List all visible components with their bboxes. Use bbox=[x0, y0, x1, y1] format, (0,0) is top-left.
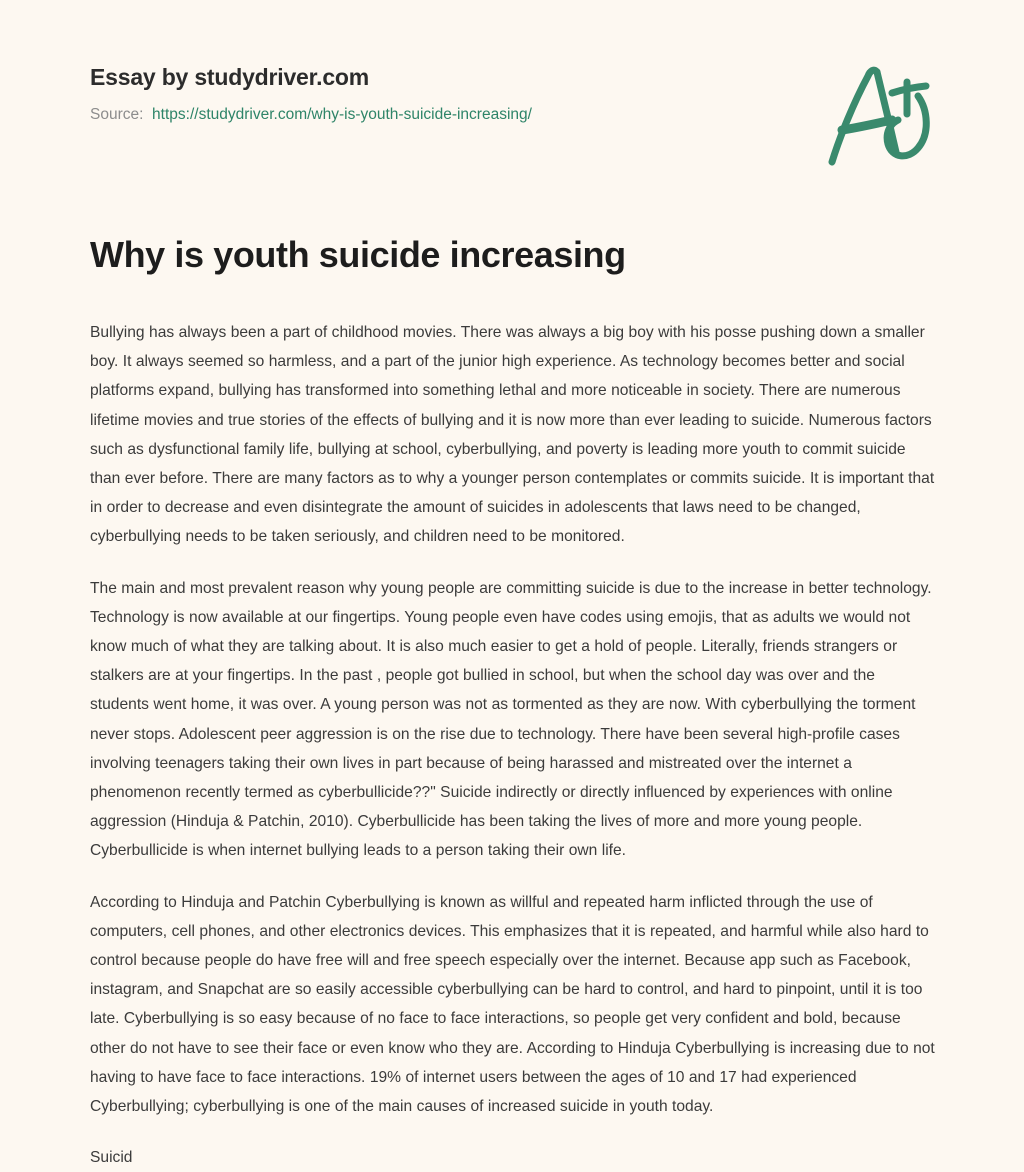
source-label: Source: bbox=[90, 106, 144, 123]
page-title: Why is youth suicide increasing bbox=[90, 234, 626, 275]
source-url-link[interactable]: https://studydriver.com/why-is-youth-suicide-increasing/ bbox=[152, 106, 532, 123]
a-plus-logo-icon bbox=[822, 58, 942, 170]
source-line bbox=[90, 105, 790, 125]
header-text-block bbox=[90, 62, 790, 125]
page-header bbox=[0, 0, 1024, 180]
paragraph: The main and most prevalent reason why young people are committing suicide is due to the increase in better technology. Technology is now available at our fingertips. Young people even have codes using emojis, that as adults we would not know much of what they are talking about. It is also much easier to get a hold of people. Literally, friends strangers or stalkers are at your fingertips. In the past , people got bullied in school, but when the school day was over and the students went home, it was over. A young person was not as tormented as they are now. With cyberbullying the torment never stops. Adolescent peer aggression is on the rise due to technology. There have been several high-profile cases involving teenagers taking their own lives in part because of being harassed and mistreated over the internet a phenomenon recently termed as cyberbullicide??" Suicide indirectly or directly influenced by experiences with online aggression (Hinduja & Patchin, 2010). Cyberbullicide has been taking the lives of more and more young people. Cyberbullicide is when internet bullying leads to a person taking their own life. bbox=[90, 579, 932, 860]
paragraph: Bullying has always been a part of childhood movies. There was always a big boy with his posse pushing down a smaller boy. It always seemed so harmless, and a part of the junior high experience. As technology becomes better and social platforms expand, bullying has transformed into something lethal and more noticeable in society. There are numerous lifetime movies and true stories of the effects of bullying and it is now more than ever leading to suicide. Numerous factors such as dysfunctional family life, bullying at school, cyberbullying, and poverty is leading more youth to commit suicide than ever before. There are many factors as to why a younger person contemplates or commits suicide. It is important that in order to decrease and even disintegrate the amount of suicides in adolescents that laws need to be changed, cyberbullying needs to be taken seriously, and children need to be monitored. bbox=[90, 324, 935, 546]
article bbox=[90, 232, 938, 1172]
paragraph-truncated: Suicid bbox=[90, 1149, 133, 1167]
paragraph: According to Hinduja and Patchin Cyberbullying is known as willful and repeated harm inflicted through the use of computers, cell phones, and other electronics devices. This emphasizes that it is repeated, and harmful while also hard to control because people do have free will and free speech especially over the internet. Because app such as Facebook, instagram, and Snapchat are so easily accessible cyberbullying can be hard to control, and hard to pinpoint, until it is too late. Cyberbullying is so easy because of no face to face interactions, so people get very confident and bold, because other do not have to see their face or even know who they are. According to Hinduja Cyberbullying is increasing due to not having to have face to face interactions. 19% of internet users between the ages of 10 and 17 had experienced Cyberbullying; cyberbullying is one of the main causes of increased suicide in youth today. bbox=[90, 893, 935, 1116]
article-body bbox=[90, 318, 938, 1172]
byline: Essay by studydriver.com bbox=[90, 64, 370, 90]
